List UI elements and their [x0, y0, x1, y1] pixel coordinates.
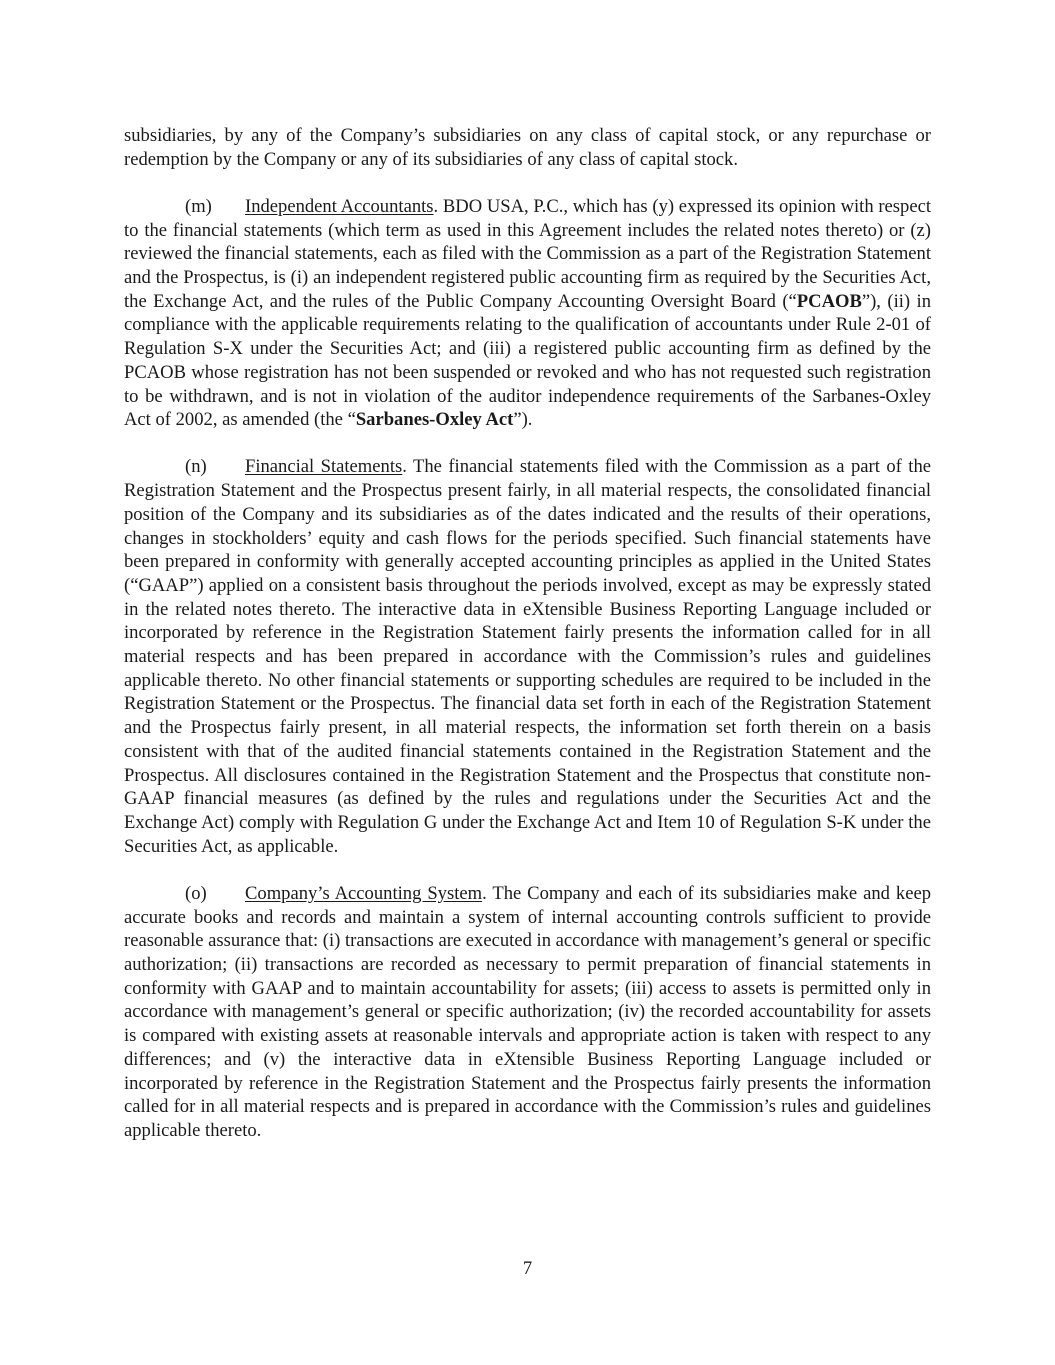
section-m-body-part-1: . BDO USA, P.C., which has (y) expressed its opinion with respect to the financial statements (which term as used in this Agreement includes the related notes thereto) or (z) reviewed the financial statements, each as filed with the Commission as a part of the Registration Statement and the Prospectus, is (i) an independent registered public accounting firm as required by the Securities Act, the Exchange Act, and the rules of the Public Company Accounting Oversight Board (“	[124, 195, 931, 312]
section-m-heading: Independent Accountants	[245, 195, 434, 217]
defined-term-pcaob: PCAOB	[796, 290, 862, 312]
section-o-accounting-system	[124, 882, 931, 1143]
defined-term-sarbanes-oxley-act: Sarbanes-Oxley Act	[355, 409, 514, 431]
section-n-label: (n)	[185, 456, 207, 478]
section-m-label: (m)	[185, 195, 212, 217]
section-m-body-part-2: ”), (ii) in compliance with the applicable requirements relating to the qualification of accountants under Rule 2-01 of Regulation S-X under the Securities Act; and (iii) a registered public accounting firm as defined by the PCAOB whose registration has not been suspended or revoked and who has not requested such registration to be withdrawn, and is not in violation of the auditor independence requirements of the Sarbanes-Oxley Act of 2002, as amended (the “	[124, 290, 931, 431]
section-o-heading: Company’s Accounting System	[245, 882, 483, 904]
section-n-body: . The financial statements filed with the Commission as a part of the Registration Statement and the Prospectus present fairly, in all material respects, the consolidated financial position of the Company and its subsidiaries as of the dates indicated and the results of their operations, changes in stockholders’ equity and cash flows for the periods specified. Such financial statements have been prepared in conformity with generally accepted accounting principles as applied in the United States (“GAAP”) applied on a consistent basis throughout the periods involved, except as may be expressly stated in the related notes thereto. The interactive data in eXtensible Business Reporting Language included or incorporated by reference in the Registration Statement fairly presents the information called for in all material respects and has been prepared in accordance with the Commission’s rules and guidelines applicable thereto. No other financial statements or supporting schedules are required to be included in the Registration Statement or the Prospectus. The financial data set forth in each of the Registration Statement and the Prospectus fairly present, in all material respects, the information set forth therein on a basis consistent with that of the audited financial statements contained in the Registration Statement and the Prospectus. All disclosures contained in the Registration Statement and the Prospectus that constitute non-GAAP financial measures (as defined by the rules and regulations under the Securities Act and the Exchange Act) comply with Regulation G under the Exchange Act and Item 10 of Regulation S-K under the Securities Act, as applicable.	[124, 456, 931, 857]
section-o-body: . The Company and each of its subsidiaries make and keep accurate books and records and maintain a system of internal accounting controls sufficient to provide reasonable assurance that: (i) transactions are executed in accordance with management’s general or specific authorization; (ii) transactions are recorded as necessary to permit preparation of financial statements in conformity with GAAP and to maintain accountability for assets; (iii) access to assets is permitted only in accordance with management’s general or specific authorization; (iv) the recorded accountability for assets is compared with existing assets at reasonable intervals and appropriate action is taken with respect to any differences; and (v) the interactive data in eXtensible Business Reporting Language included or incorporated by reference in the Registration Statement and the Prospectus fairly presents the information called for in all material respects and is prepared in accordance with the Commission’s rules and guidelines applicable thereto.	[124, 882, 931, 1141]
opening-text: subsidiaries, by any of the Company’s subsidiaries on any class of capital stock, or any repurchase or redemption by the Company or any of its subsidiaries of any class of capital stock.	[124, 125, 931, 170]
section-m-body-part-3: ”).	[513, 409, 533, 431]
document-body	[124, 124, 931, 1166]
section-n-financial-statements	[124, 455, 931, 858]
section-n-heading: Financial Statements	[245, 456, 403, 478]
opening-paragraph	[124, 124, 931, 171]
section-m-independent-accountants	[124, 195, 931, 432]
section-o-label: (o)	[185, 882, 207, 904]
page-number: 7	[522, 1258, 533, 1279]
